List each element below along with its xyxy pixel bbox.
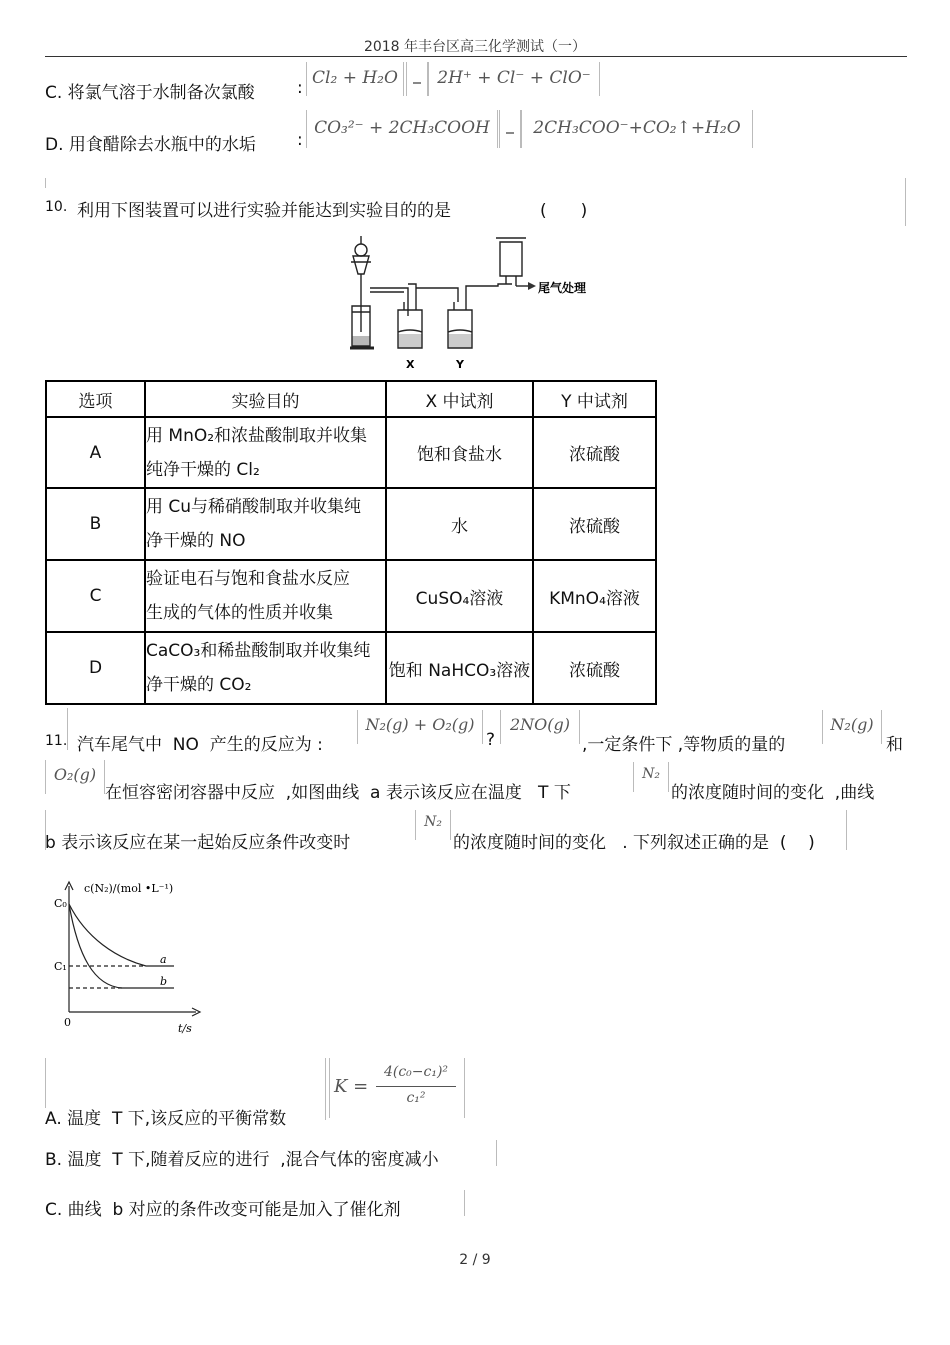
q11-eq-lhs: N₂(g) + O₂(g) [357, 710, 483, 744]
table-cell-purpose: 验证电石与饱和食盐水反应 生成的气体的性质并收集 [145, 560, 386, 632]
table-cell-purpose: 用 Cu与稀硝酸制取并收集纯 净干燥的 NO [145, 488, 386, 560]
q11-option-b: B. 温度 T 下,随着反应的进行 ,混合气体的密度减小 [45, 1150, 439, 1170]
table-cell-x: 饱和食盐水 [386, 417, 533, 488]
divider [67, 708, 68, 750]
q9-c-lhs: Cl₂ + H₂O [306, 62, 404, 96]
q9-d-rhs: 2CH₃COO⁻+CO₂↑+H₂O [521, 110, 753, 148]
q11-line3-b: 的浓度随时间的变化 . 下列叙述正确的是 ( ) [453, 833, 815, 853]
q11-option-a-formula [329, 1058, 465, 1118]
q9-option-d-colon: : [297, 130, 303, 150]
formula-k: K = [334, 1076, 369, 1097]
q11-o2: O₂(g) [45, 760, 105, 794]
graph-xlabel: t/s [178, 1022, 192, 1035]
table-cell-y: 浓硫酸 [533, 417, 656, 488]
table-cell-x: CuSO₄溶液 [386, 560, 533, 632]
q11-line3-a: b 表示该反应在某一起始反应条件改变时 [45, 833, 351, 853]
table-row [46, 632, 656, 704]
table-cell-option: B [46, 488, 145, 560]
graph-c1: C₁ [54, 960, 67, 973]
graph-origin: 0 [64, 1016, 71, 1029]
q9-d-lhs: CO₃²⁻ + 2CH₃COOH [306, 110, 498, 148]
divider [464, 1190, 465, 1216]
divider [325, 1058, 326, 1120]
graph-ylabel: c(N₂)/(mol •L⁻¹) [84, 882, 174, 895]
q9-option-c-colon: : [297, 78, 303, 98]
table-cell-y: 浓硫酸 [533, 632, 656, 704]
q9-option-c: C. 将氯气溶于水制备次氯酸 [45, 83, 255, 103]
q10-stem: 利用下图装置可以进行实验并能达到实验目的的是 [77, 201, 451, 221]
table-row [46, 488, 656, 560]
table-cell-purpose: CaCO₃和稀盐酸制取并收集纯 净干燥的 CO₂ [145, 632, 386, 704]
page-header: 2018 年丰台区高三化学测试（一） [363, 39, 587, 55]
divider [496, 1140, 497, 1166]
divider [45, 1058, 46, 1108]
graph-c0: C₀ [54, 897, 67, 910]
q11-n2-2: N₂ [633, 762, 669, 792]
q11-option-c: C. 曲线 b 对应的条件改变可能是加入了催化剂 [45, 1200, 401, 1220]
divider [45, 178, 46, 188]
formula-denominator: c₁² [406, 1090, 426, 1106]
q10-answer-paren: ( ) [540, 201, 588, 221]
q11-line2-a: 在恒容密闭容器中反应 ,如图曲线 a 表示该反应在温度 T 下 [105, 783, 571, 803]
divider [846, 810, 847, 850]
q9-option-d: D. 用食醋除去水瓶中的水垢 [45, 135, 256, 155]
apparatus-label-y: Y [456, 358, 464, 371]
q11-n2-1: N₂(g) [822, 710, 882, 744]
table-row [46, 560, 656, 632]
q11-number: 11. [45, 733, 68, 749]
table-cell-y: 浓硫酸 [533, 488, 656, 560]
q11-line1-a: 汽车尾气中 NO 产生的反应为 : [77, 735, 323, 755]
q11-concentration-graph [46, 866, 216, 1036]
q11-option-a: A. 温度 T 下,该反应的平衡常数 [45, 1109, 287, 1129]
table-cell-option: C [46, 560, 145, 632]
table-header: 选项 [46, 381, 145, 417]
q11-line1-b: ,一定条件下 ,等物质的量的 [582, 735, 786, 755]
q10-options-table [45, 380, 657, 705]
formula-numerator: 4(c₀−c₁)² [383, 1064, 449, 1080]
q10-number: 10. [45, 199, 68, 215]
table-cell-x: 饱和 NaHCO₃溶液 [386, 632, 533, 704]
apparatus-label-tail: 尾气处理 [538, 281, 587, 295]
table-cell-y: KMnO₄溶液 [533, 560, 656, 632]
table-header: 实验目的 [145, 381, 386, 417]
table-row [46, 417, 656, 488]
q11-eq-rhs: 2NO(g) [500, 710, 580, 744]
formula-bar [376, 1086, 456, 1087]
divider [905, 178, 906, 226]
q9-c-rhs: 2H⁺ + Cl⁻ + ClO⁻ [428, 62, 600, 96]
q11-eq-arrow: ? [486, 730, 496, 750]
graph-curve-a: a [160, 953, 167, 966]
apparatus-label-x: X [406, 358, 415, 371]
apparatus-diagram [348, 236, 600, 372]
q11-line1-c: 和 [886, 735, 903, 755]
table-header: X 中试剂 [386, 381, 533, 417]
header-rule [45, 56, 907, 57]
q11-n2-3: N₂ [415, 810, 451, 840]
table-cell-option: D [46, 632, 145, 704]
table-header: Y 中试剂 [533, 381, 656, 417]
table-cell-option: A [46, 417, 145, 488]
table-cell-purpose: 用 MnO₂和浓盐酸制取并收集 纯净干燥的 Cl₂ [145, 417, 386, 488]
page-number: 2 / 9 [459, 1252, 491, 1268]
table-cell-x: 水 [386, 488, 533, 560]
graph-curve-b: b [160, 975, 168, 988]
q11-line2-b: 的浓度随时间的变化 ,曲线 [671, 783, 875, 803]
q9-d-eq: ⎯ [499, 110, 521, 148]
q9-c-eq: ⎯ [406, 62, 428, 96]
